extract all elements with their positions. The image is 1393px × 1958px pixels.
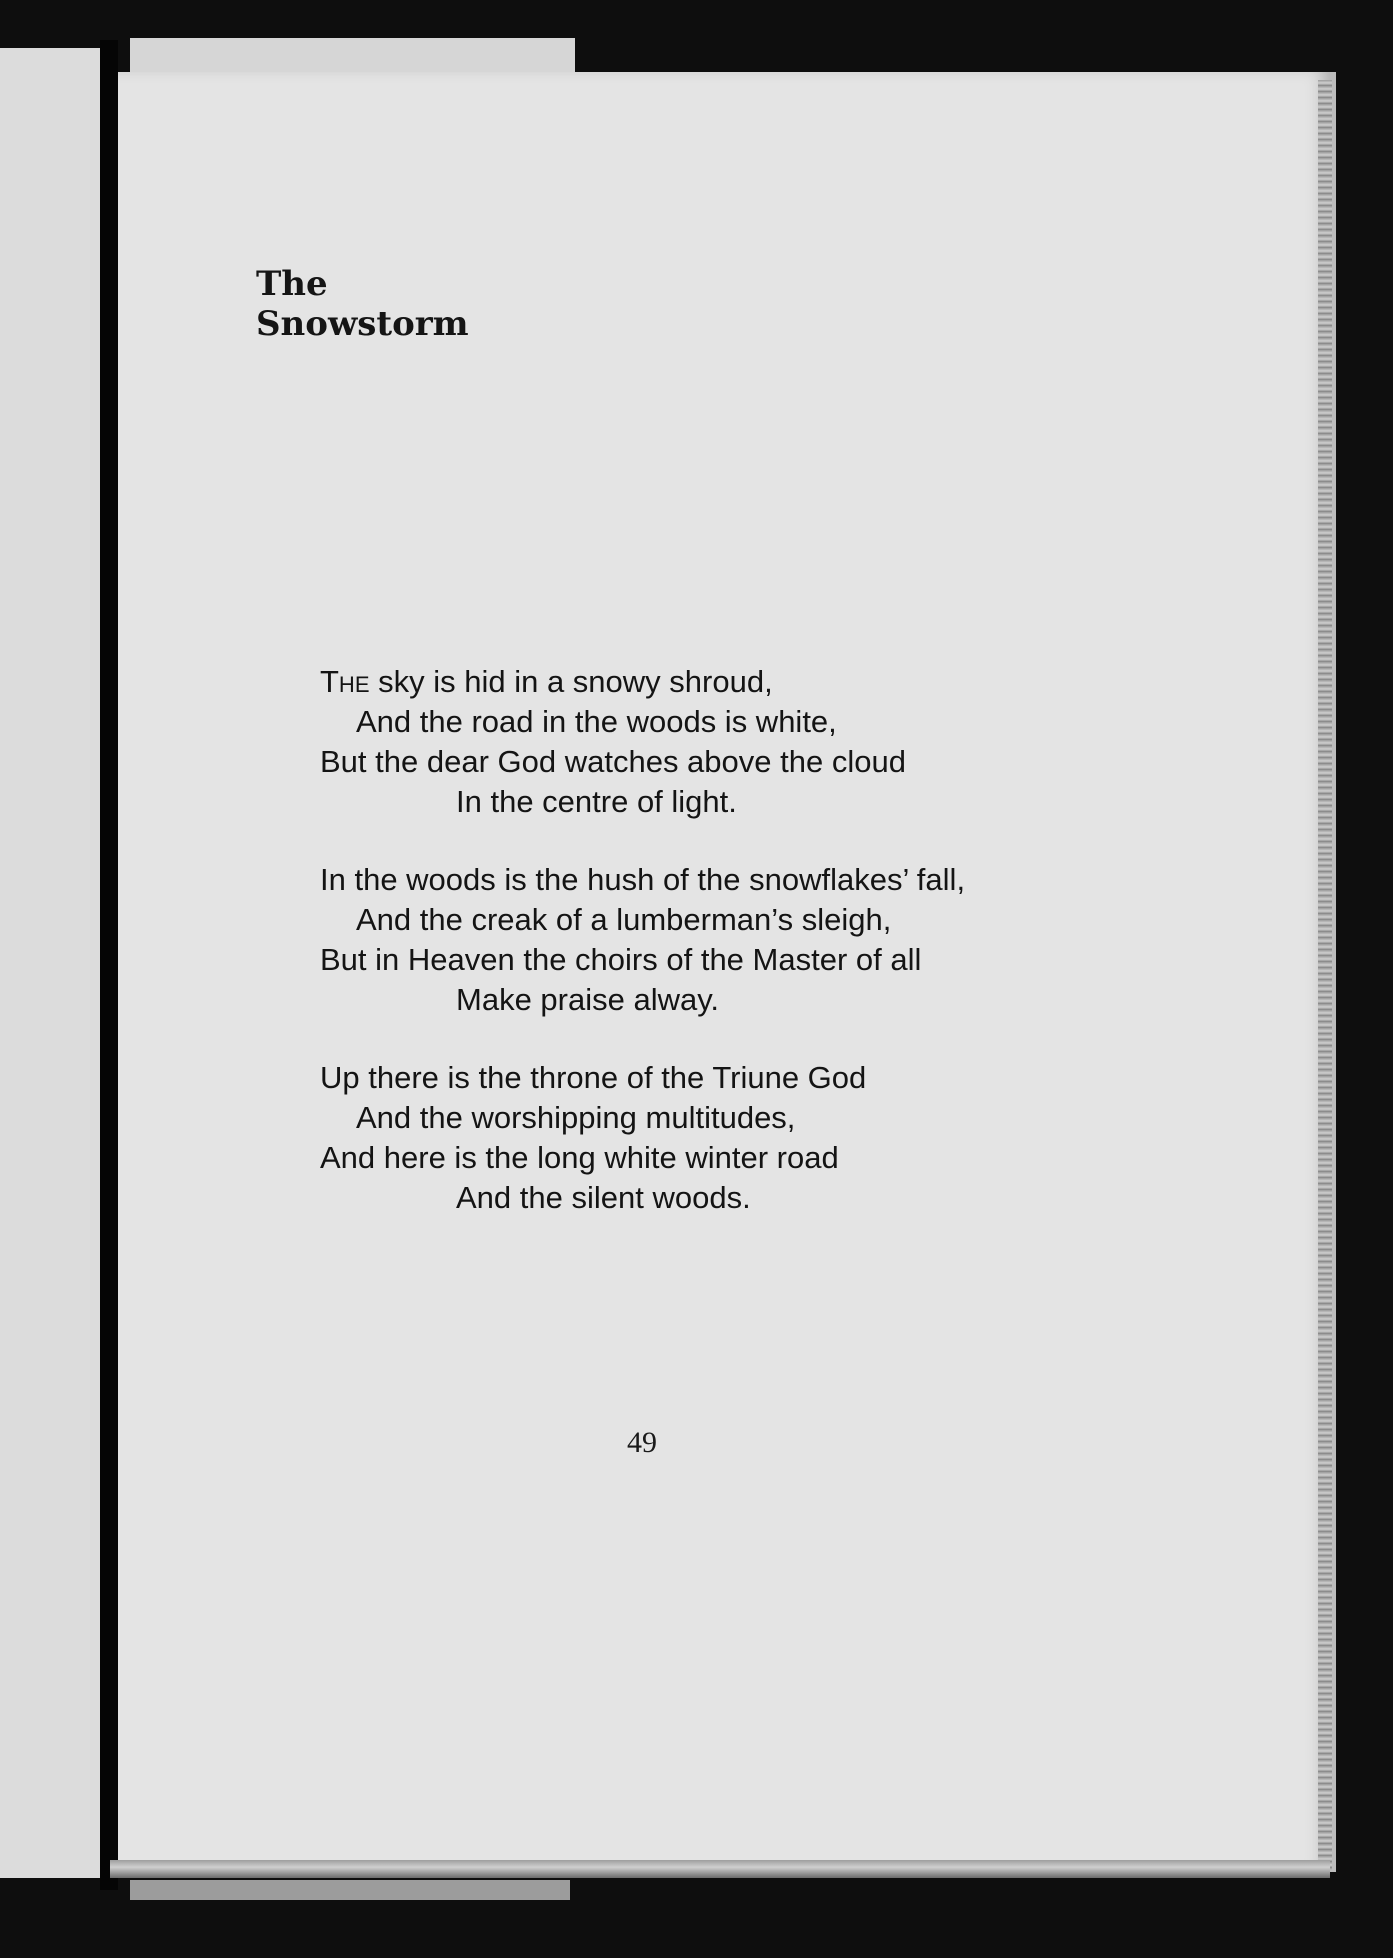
page-fore-edge (1318, 80, 1332, 1870)
bottom-page-edge (130, 1880, 570, 1900)
left-page-sliver (0, 48, 100, 1878)
poem-line: In the centre of light. (456, 784, 737, 819)
poem-line: And the creak of a lumberman’s sleigh, (356, 902, 892, 937)
stanza-3 (320, 1058, 965, 1218)
line-text: sky is hid in a snowy shroud, (369, 664, 773, 699)
poem-line: But the dear God watches above the cloud (320, 744, 906, 779)
poem-line: And here is the long white winter road (320, 1140, 839, 1175)
poem-line: But in Heaven the choirs of the Master of all (320, 942, 922, 977)
poem-title (256, 264, 469, 344)
page (118, 72, 1336, 1872)
poem-line: And the silent woods. (456, 1180, 751, 1215)
poem-line: Up there is the throne of the Triune God (320, 1060, 867, 1095)
drop-word: The (320, 664, 370, 699)
poem-line: And the worshipping multitudes, (356, 1100, 796, 1135)
poem-line (320, 662, 965, 702)
page-number: 49 (627, 1426, 657, 1459)
stanza-2 (320, 860, 965, 1020)
book-gutter (100, 40, 118, 1890)
title-line-1: The (256, 264, 328, 304)
poem-line: Make praise alway. (456, 982, 720, 1017)
stanza-1 (320, 662, 965, 822)
title-line-2: Snowstorm (256, 304, 469, 344)
poem-line: In the woods is the hush of the snowflakes’ fall, (320, 862, 966, 897)
poem-body (320, 662, 965, 1256)
page-bottom-edge (110, 1860, 1330, 1878)
poem-line: And the road in the woods is white, (356, 704, 837, 739)
top-page-edge (130, 38, 575, 74)
